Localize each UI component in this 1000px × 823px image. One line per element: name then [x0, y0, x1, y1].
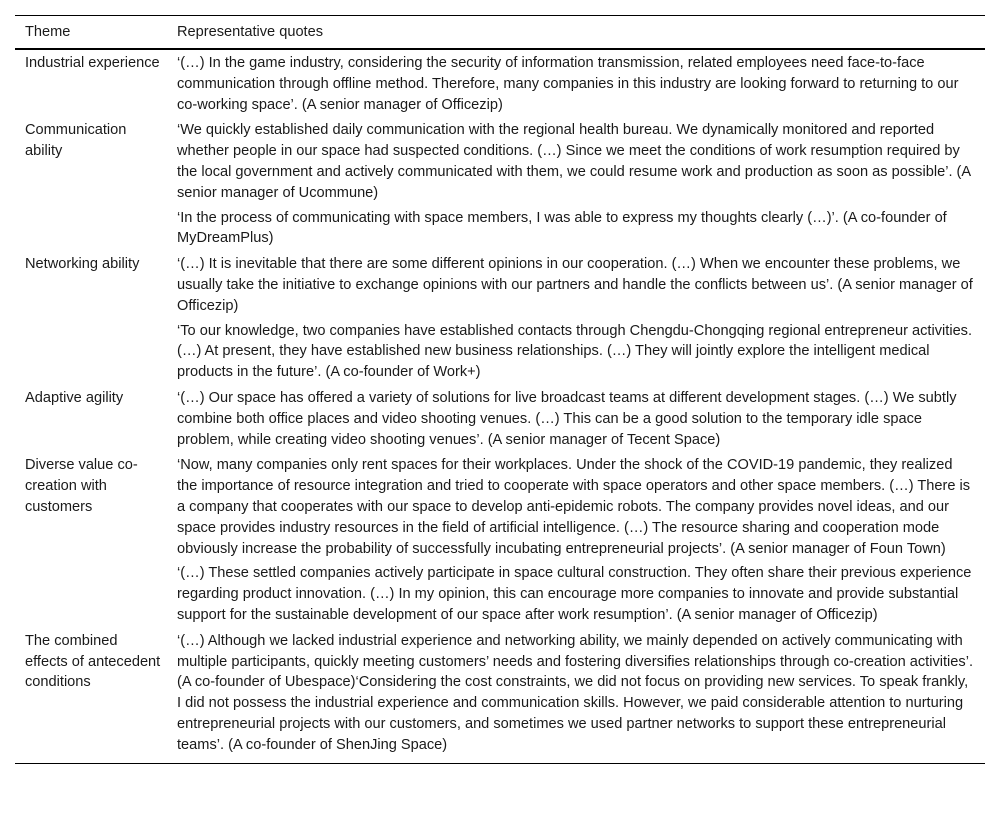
quote-cell — [167, 319, 985, 385]
quote-text: ‘(…) In the game industry, considering the security of information transmission, related employees need face-to-face communication through offline method. Therefore, many companies in this industry are looking forward to returning to our co-working space’. (A senior manager of Officezip) — [177, 55, 959, 113]
quote-cell — [167, 628, 985, 763]
quote-cell — [167, 452, 985, 561]
quote-text: ‘(…) Although we lacked industrial experience and networking ability, we mainly depended on actively communicating with multiple participants, quickly meeting customers’ needs and fostering diversifies relationships through co-creation activities’. (A co-founder of Ubespace)‘Considering the cost constraints, we did not focus on providing new services. To speak frankly, I did not possess the industrial experience and communication skills. However, we paid considerable attention to nurturing entrepreneurial projects with our customers, and sometimes we used partner networks to support these entrepreneurial teams’. (A co-founder of ShenJing Space) — [177, 632, 974, 753]
quote-text: ‘We quickly established daily communication with the regional health bureau. We dynamically monitored and reported whether people in our space had suspected conditions. (…) Since we meet the conditions of work resumption required by the local government and actively communicated with them, we could resume work and production as soon as possible’. (A senior manager of Ucommune) — [177, 122, 971, 201]
quote-cell — [167, 117, 985, 205]
table-row — [15, 385, 985, 452]
header-row — [15, 16, 985, 50]
quote-text: ‘Now, many companies only rent spaces for their workplaces. Under the shock of the COVID-19 pandemic, they realized the importance of resource integration and tried to cooperate with space operators and other space members. (…) There is a company that cooperates with our space to develop anti-epidemic robots. The company provides novel ideas, and our space provides industry resources in the field of artificial intelligence. (…) The resource sharing and cooperation mode obviously increase the probability of successfully incubating entrepreneurial projects’. (A senior manager of Foun Town) — [177, 457, 971, 557]
quote-text: ‘(…) It is inevitable that there are some different opinions in our cooperation. (…) When we encounter these problems, we usually take the initiative to exchange opinions with our partners and handle the conflicts between us’. (A senior manager of Officezip) — [177, 256, 973, 314]
header-theme: Theme — [15, 16, 167, 50]
theme-cell: Adaptive agility — [25, 389, 124, 406]
theme-cell: Communication ability — [25, 122, 127, 160]
header-representative-quotes: Representative quotes — [167, 16, 985, 50]
quote-cell — [167, 251, 985, 318]
quote-cell — [167, 206, 985, 252]
quote-text: ‘(…) Our space has offered a variety of solutions for live broadcast teams at different development stages. (…) We subtly combine both office places and video shooting venues. (…) This can be a good solution to the temporary idle space problem, while creating video shooting venues’. (A senior manager of Tecent Space) — [177, 389, 957, 448]
table-row — [15, 251, 985, 318]
quote-text: ‘(…) These settled companies actively participate in space cultural construction. They often share their previous experience regarding product innovation. (…) In my opinion, this can encourage more companies to innovate and provide substantial support for the sustainable development of our space after work resumption’. (A senior manager of Officezip) — [177, 565, 972, 623]
quote-cell — [167, 385, 985, 452]
quote-text: ‘In the process of communicating with space members, I was able to express my thoughts clearly (…)’. (A co-founder of MyDreamPlus) — [177, 209, 947, 247]
table-row — [15, 49, 985, 117]
quote-text: ‘To our knowledge, two companies have established contacts through Chengdu-Chongqing regional entrepreneur activities. (…) At present, they have established new business relationships. (…) They will jointly explore the intelligent medical products in the future’. (A co-founder of Work+) — [177, 322, 973, 381]
table-row — [15, 452, 985, 561]
table-body — [15, 49, 985, 763]
table-header — [15, 16, 985, 50]
quote-cell — [167, 49, 985, 117]
table-row — [15, 628, 985, 763]
theme-cell: The combined effects of antecedent conditions — [15, 628, 167, 763]
theme-cell: Diverse value co-creation with customers — [25, 457, 138, 515]
themes-quotes-table-container — [15, 15, 985, 764]
theme-cell: Industrial experience — [25, 55, 160, 71]
theme-cell: Networking ability — [25, 256, 140, 273]
quote-cell — [167, 561, 985, 627]
table-row — [15, 117, 985, 205]
themes-quotes-table — [15, 15, 985, 764]
